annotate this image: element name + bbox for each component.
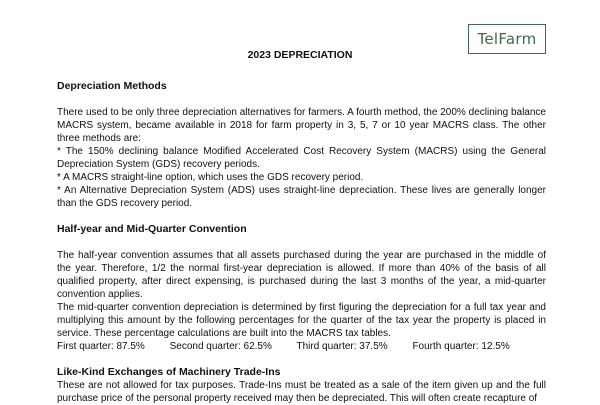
methods-bullet: * The 150% declining balance Modified Accelerated Cost Recovery System (MACRS) using the General Depreciation System (GDS) recovery periods.: [57, 146, 546, 170]
section-heading-convention: Half-year and Mid-Quarter Convention: [57, 223, 247, 235]
quarter-third: Third quarter: 37.5%: [296, 341, 388, 352]
telfarm-logo: TelFarm: [468, 24, 546, 54]
quarter-second: Second quarter: 62.5%: [169, 341, 272, 352]
methods-intro: There used to be only three depreciation alternatives for farmers. A fourth method, the 200% declining balance MACRS system, became available in 2018 for farm property in 3, 5, 7 or 10 year MACRS class. The other three methods are:: [57, 107, 546, 144]
methods-bullet: * A MACRS straight-line option, which uses the GDS recovery period.: [57, 172, 364, 183]
quarter-first: First quarter: 87.5%: [57, 341, 145, 352]
convention-paragraph: The half-year convention assumes that all assets purchased during the year are purchased in the middle of the year. Therefore, 1/2 the normal first-year depreciation is allowed. If more than 40% of the basis of all qualified property, after direct expensing, is purchased during the last 3 months of the year, a mid-quarter convention applies.: [57, 250, 546, 300]
quarter-fourth: Fourth quarter: 12.5%: [412, 341, 510, 352]
quarter-percentages: [57, 340, 546, 353]
page-title: 2023 DEPRECIATION: [247, 49, 353, 61]
document-body: [57, 80, 546, 405]
section-heading-methods: Depreciation Methods: [57, 80, 167, 92]
methods-bullet: * An Alternative Depreciation System (ADS) uses straight-line depreciation. These lives are generally longer than the GDS recovery period.: [57, 185, 546, 209]
section-heading-like-kind: Like-Kind Exchanges of Machinery Trade-Ins: [57, 366, 281, 378]
convention-paragraph: The mid-quarter convention depreciation is determined by first figuring the depreciation for a full tax year and multiplying this amount by the following percentages for the quarter of the tax year the property is placed in service. These percentage calculations are built into the MACRS tax tables.: [57, 302, 546, 339]
like-kind-paragraph: These are not allowed for tax purposes. Trade-Ins must be treated as a sale of the item given up and the full purchase price of the personal property received may then be depreciated. This will often create recapture of: [57, 380, 546, 404]
